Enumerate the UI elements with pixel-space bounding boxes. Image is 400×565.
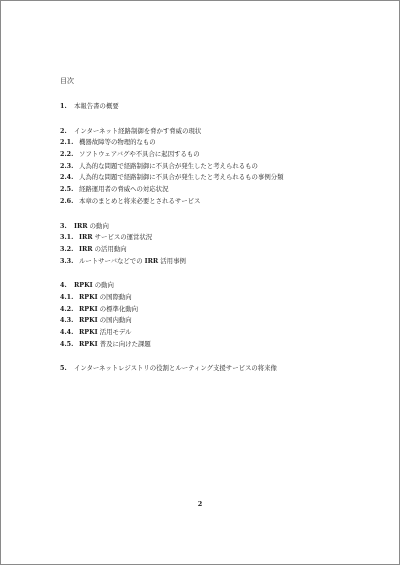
section-title-rest: の国内動向 (97, 316, 132, 325)
section-number: 2.3. (60, 161, 74, 170)
section-number: 2.5. (60, 185, 74, 194)
chapter-number: 2. (60, 126, 67, 135)
chapter-title-rest: の動向 (87, 221, 109, 230)
section-title-keyword: IRR (144, 256, 159, 265)
toc-title: 目次 (60, 77, 74, 85)
section-title-keyword: RPKI (79, 292, 98, 301)
toc-chapter-3[interactable] (60, 221, 360, 233)
section-title-pre: ルートサーバなどでの (79, 256, 145, 265)
chapter-number: 5. (60, 364, 67, 373)
section-title (79, 327, 360, 339)
section-number: 3.1. (60, 233, 74, 242)
toc-section-2-3[interactable] (60, 161, 360, 173)
section-title (79, 339, 360, 351)
section-title: 人為的な問題で経路制御に不具合が発生したと考えられるもの事例分類 (79, 173, 284, 182)
chapter-title-rest: の動向 (92, 281, 114, 290)
section-title: 機器故障等の物理的なもの (79, 138, 156, 147)
toc-section-4-5[interactable] (60, 339, 360, 351)
toc-section-2-2[interactable] (60, 149, 360, 161)
section-title-keyword: RPKI (79, 328, 98, 336)
toc-chapter-5[interactable] (60, 363, 360, 375)
toc-section-4-3[interactable] (60, 315, 360, 327)
section-title-rest: サービスの運営状況 (92, 233, 153, 242)
section-number: 4.1. (60, 292, 74, 301)
section-title (79, 232, 360, 244)
section-number: 2.6. (60, 196, 74, 205)
chapter-title-keyword: IRR (74, 221, 88, 230)
table-of-contents (60, 76, 360, 375)
section-title: 経路運用者の脅威への対応状況 (79, 185, 169, 194)
chapter-number: 4. (60, 281, 67, 290)
section-number: 4.3. (60, 316, 74, 325)
toc-section-2-4[interactable] (60, 172, 360, 184)
toc-section-3-1[interactable] (60, 232, 360, 244)
section-title (79, 256, 360, 268)
toc-section-3-3[interactable] (60, 256, 360, 268)
section-title-keyword: IRR (79, 244, 93, 253)
chapter-title-keyword: RPKI (74, 281, 93, 290)
chapter-title (74, 221, 360, 233)
section-number: 2.1. (60, 138, 74, 147)
toc-section-3-2[interactable] (60, 244, 360, 256)
section-number: 4.4. (60, 328, 74, 336)
toc-section-2-5[interactable] (60, 184, 360, 196)
chapter-title: インターネットレジストリの役割とルーティング支援サービスの将来像 (74, 364, 277, 373)
section-number: 4.2. (60, 304, 74, 313)
section-number: 2.2. (60, 150, 74, 159)
section-title-rest: の国際動向 (97, 292, 132, 301)
section-number: 2.4. (60, 173, 74, 182)
section-title-rest: 活用モデル (97, 328, 132, 336)
section-number: 3.3. (60, 256, 74, 265)
section-title: ソフトウェアバグや不具合に起因するもの (79, 150, 200, 159)
toc-chapter-2[interactable] (60, 126, 360, 138)
section-title: 本章のまとめと将来必要とされるサービス (79, 196, 201, 205)
section-title: 人為的な問題で経路制御に不具合が発生したと考えられるもの (79, 161, 258, 170)
toc-chapter-4[interactable] (60, 280, 360, 292)
section-title (79, 244, 360, 256)
section-title (79, 315, 360, 327)
section-number: 4.5. (60, 339, 74, 348)
page-number: 2 (197, 500, 203, 508)
section-title (79, 304, 360, 316)
toc-section-2-1[interactable] (60, 137, 360, 149)
section-title-rest: 普及に向けた課題 (97, 339, 151, 348)
chapter-title: 本報告書の概要 (74, 102, 119, 110)
toc-chapter-1[interactable] (60, 101, 360, 113)
section-title-keyword: RPKI (79, 339, 98, 348)
section-title-keyword: IRR (79, 233, 93, 242)
section-title (79, 292, 360, 304)
section-title-rest: の標準化動向 (97, 304, 139, 313)
section-title-rest: 活用事例 (158, 256, 186, 265)
chapter-number: 3. (60, 221, 67, 230)
toc-section-4-2[interactable] (60, 304, 360, 316)
section-title-rest: の活用動向 (92, 244, 127, 253)
toc-section-4-4[interactable] (60, 327, 360, 339)
section-title-keyword: RPKI (79, 316, 98, 325)
section-title-keyword: RPKI (79, 304, 98, 313)
chapter-title: インターネット経路制御を脅かす脅威の現状 (74, 126, 202, 135)
section-number: 3.2. (60, 244, 74, 253)
toc-section-2-6[interactable] (60, 196, 360, 208)
toc-section-4-1[interactable] (60, 292, 360, 304)
chapter-title (74, 280, 360, 292)
chapter-number: 1. (60, 102, 67, 110)
